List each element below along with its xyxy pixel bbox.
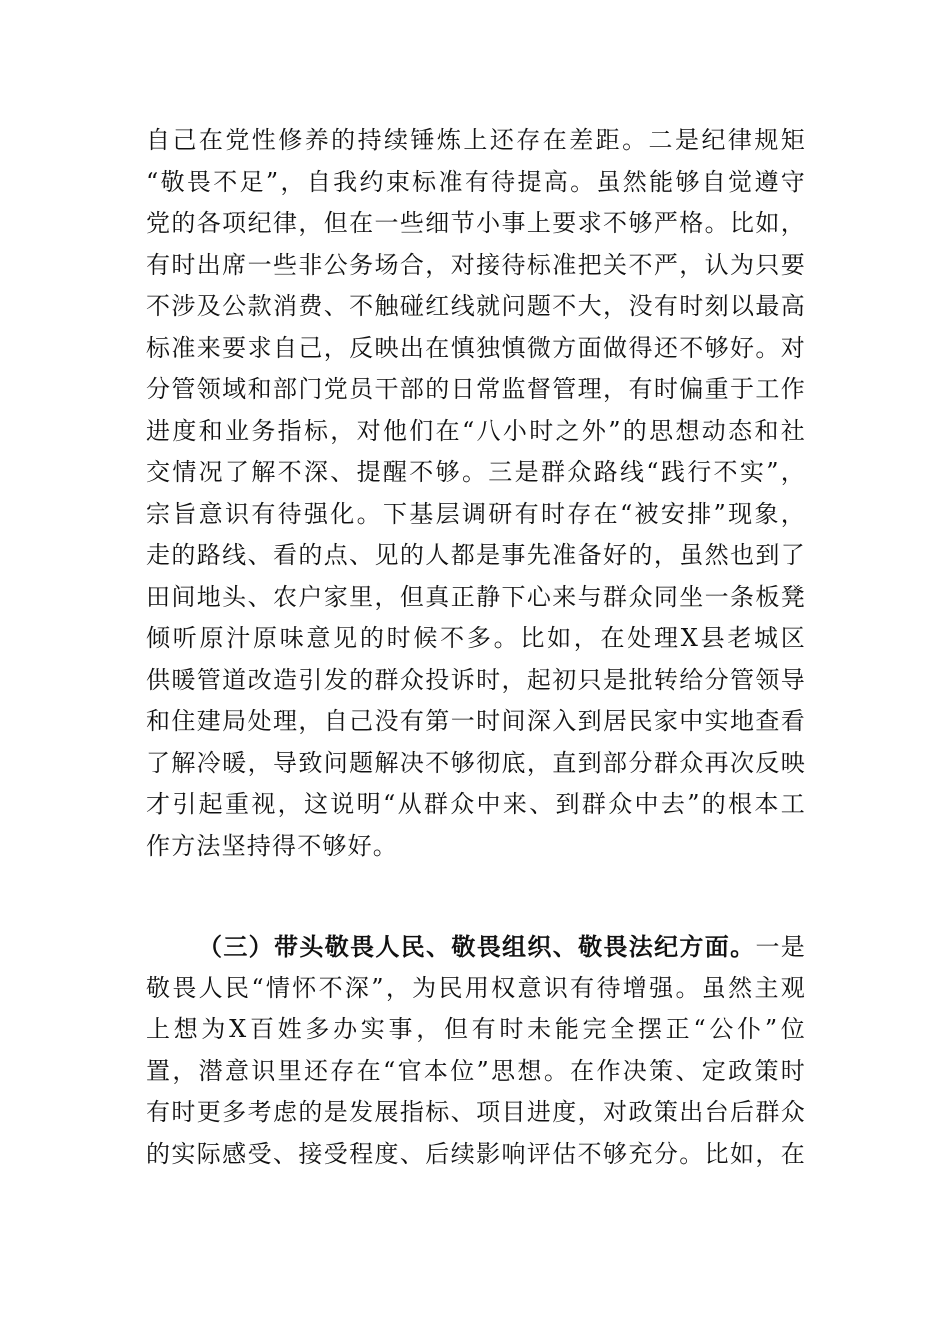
text-line: 田间地头、农户家里，但真正静下心来与群众同坐一条板凳: [146, 582, 806, 611]
text-line: 敬畏人民“情怀不深”，为民用权意识有待增强。虽然主观: [146, 973, 806, 1002]
paragraph-section-three: [146, 926, 806, 1175]
section-heading: （三）带头敬畏人民、敬畏组织、敬畏法纪方面。: [198, 932, 756, 961]
text-line: 进度和业务指标，对他们在“八小时之外”的思想动态和社: [146, 416, 806, 445]
text-line: 供暖管道改造引发的群众投诉时，起初只是批转给分管领导: [146, 665, 806, 694]
text-line: 和住建局处理，自己没有第一时间深入到居民家中实地查看: [146, 707, 806, 735]
text-line: 作方法坚持得不够好。: [146, 831, 398, 860]
text-line: 走的路线、看的点、见的人都是事先准备好的，虽然也到了: [146, 541, 806, 569]
text-line: 有时更多考虑的是发展指标、项目进度，对政策出台后群众: [146, 1098, 806, 1126]
text-line: 党的各项纪律，但在一些细节小事上要求不够严格。比如，: [146, 209, 806, 237]
text-line: 的实际感受、接受程度、后续影响评估不够充分。比如，在: [146, 1139, 806, 1168]
text-line: 才引起重视，这说明“从群众中来、到群众中去”的根本工: [146, 790, 806, 818]
text-line: “敬畏不足”，自我约束标准有待提高。虽然能够自觉遵守: [146, 167, 806, 196]
text-line: 自己在党性修养的持续锤炼上还存在差距。二是纪律规矩: [146, 126, 806, 154]
section-heading-line: [146, 926, 806, 968]
text-line: 交情况了解不深、提醒不够。三是群众路线“践行不实”，: [146, 458, 806, 486]
text-line: 倾听原汁原味意见的时候不多。比如，在处理X县老城区: [146, 624, 806, 652]
text-line: 置，潜意识里还存在“官本位”思想。在作决策、定政策时: [146, 1056, 806, 1085]
text-line: 分管领域和部门党员干部的日常监督管理，有时偏重于工作: [146, 375, 806, 403]
text-line: 不涉及公款消费、不触碰红线就问题不大，没有时刻以最高: [146, 292, 806, 320]
text-line: 有时出席一些非公务场合，对接待标准把关不严，认为只要: [146, 250, 806, 279]
text-line: 了解冷暖，导致问题解决不够彻底，直到部分群众再次反映: [146, 748, 806, 777]
heading-line-rest: 一是: [755, 933, 806, 961]
paragraph-discipline-and-mass-line: [146, 120, 806, 867]
text-line: 宗旨意识有待强化。下基层调研有时存在“被安排”现象，: [146, 499, 806, 528]
text-line: 标准来要求自己，反映出在慎独慎微方面做得还不够好。对: [146, 333, 806, 362]
text-line: 上想为X百姓多办实事，但有时未能完全摆正“公仆”位: [146, 1015, 806, 1043]
